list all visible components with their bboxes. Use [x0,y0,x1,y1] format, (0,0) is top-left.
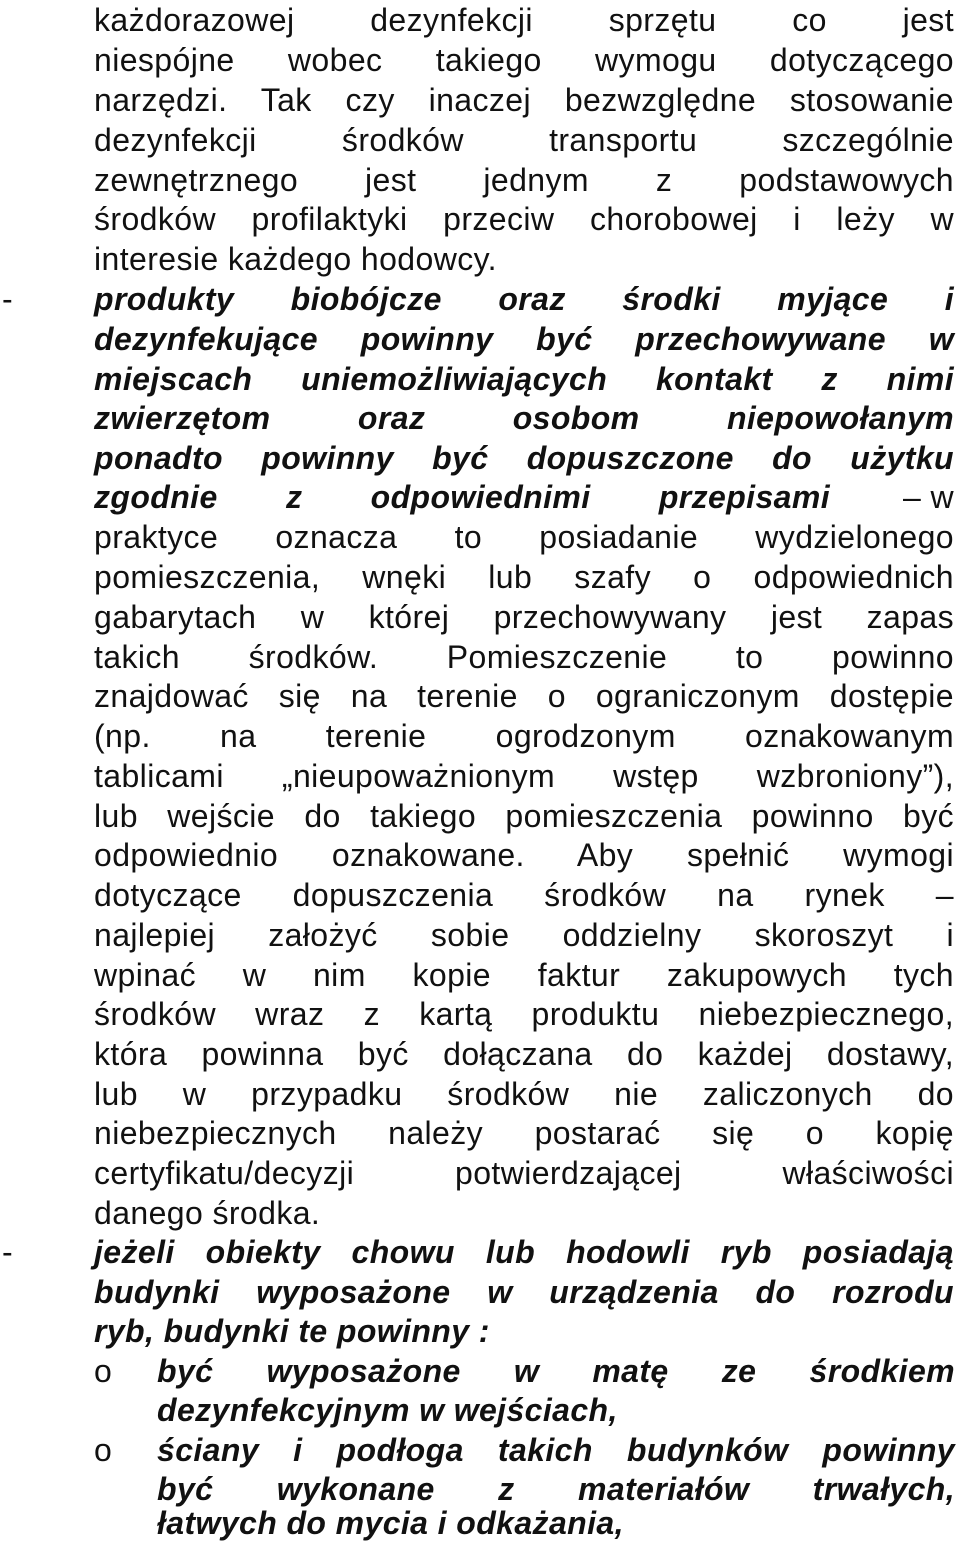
sub-item-line: być wyposażone w matę ze środkiem [157,1353,955,1389]
paragraph-line: narzędzi. Tak czy inaczej bezwzględne stosowanie [94,82,954,118]
list-dash: - [2,1234,13,1270]
list-item-bold-line: zwierzętom oraz osobom niepowołanym [94,400,954,436]
list-item-bold-line: produkty biobójcze oraz środki myjące i [94,281,954,317]
list-item-line: gabarytach w której przechowywany jest zapas [94,599,954,635]
list-item-line: tablicami „nieupoważnionym wstęp wzbroniony”), [94,758,954,794]
paragraph-line: środków profilaktyki przeciw chorobowej i leży w [94,201,954,237]
list-item-line: pomieszczenia, wnęki lub szafy o odpowiednich [94,559,954,595]
sub-bullet: o [94,1432,112,1468]
paragraph-line: interesie każdego hodowcy. [94,241,497,277]
sub-item-line: dezynfekcyjnym w wejściach, [157,1392,618,1428]
list-item-line: najlepiej założyć sobie oddzielny skoroszyt i [94,917,954,953]
sub-item-line: łatwych do mycia i odkażania, [157,1505,624,1541]
list-item-bold-line: ryb, budynki te powinny : [94,1313,490,1349]
list-item-line: takich środków. Pomieszczenie to powinno [94,639,954,675]
list-item-line: lub wejście do takiego pomieszczenia powinno być [94,798,954,834]
paragraph-line: każdorazowej dezynfekcji sprzętu co jest [94,2,954,38]
list-item-line: która powinna być dołączana do każdej dostawy, [94,1036,954,1072]
list-item-line: lub w przypadku środków nie zaliczonych do [94,1076,954,1112]
mixed-plain-part: – w [903,479,954,515]
list-item-line: praktyce oznacza to posiadanie wydzielonego [94,519,954,555]
sub-item-line: być wykonane z materiałów trwałych, [157,1471,955,1507]
list-item-line: wpinać w nim kopie faktur zakupowych tych [94,957,954,993]
sub-item-line: ściany i podłoga takich budynków powinny [157,1432,955,1468]
list-item-mixed-line [94,477,954,517]
list-item-line: znajdować się na terenie o ograniczonym dostępie [94,678,954,714]
sub-bullet: o [94,1353,112,1389]
list-item-line: (np. na terenie ogrodzonym oznakowanym [94,718,954,754]
list-item-line: odpowiednio oznakowane. Aby spełnić wymogi [94,837,954,873]
paragraph-line: niespójne wobec takiego wymogu dotyczącego [94,42,954,78]
paragraph-line: zewnętrznego jest jednym z podstawowych [94,162,954,198]
list-item-line: danego środka. [94,1195,321,1231]
list-item-line: dotyczące dopuszczenia środków na rynek – [94,877,954,913]
list-item-bold-line: dezynfekujące powinny być przechowywane w [94,321,954,357]
list-item-line: środków wraz z kartą produktu niebezpiecznego, [94,996,954,1032]
mixed-bold-part: zgodnie z odpowiednimi przepisami [94,479,830,515]
list-item-line: certyfikatu/decyzji potwierdzającej właściwości [94,1155,954,1191]
list-item-bold-line: miejscach uniemożliwiających kontakt z nimi [94,361,954,397]
list-dash: - [2,281,13,317]
list-item-bold-line: jeżeli obiekty chowu lub hodowli ryb posiadają [94,1234,954,1270]
list-item-line: niebezpiecznych należy postarać się o kopię [94,1115,954,1151]
list-item-bold-line: ponadto powinny być dopuszczone do użytku [94,440,954,476]
list-item-bold-line: budynki wyposażone w urządzenia do rozrodu [94,1274,954,1310]
paragraph-line: dezynfekcji środków transportu szczególnie [94,122,954,158]
